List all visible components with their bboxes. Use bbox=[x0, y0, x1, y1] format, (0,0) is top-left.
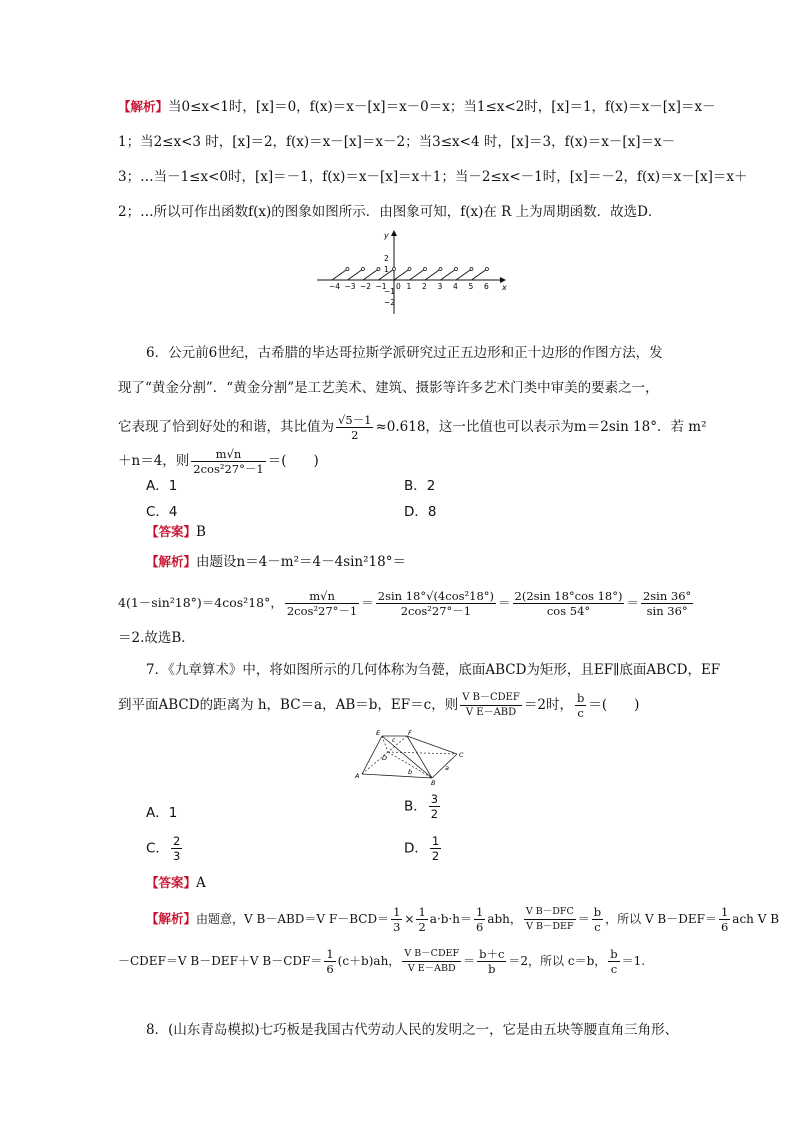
text: a·b·h＝ bbox=[429, 912, 472, 926]
label-a: a bbox=[445, 764, 449, 772]
q6-analysis-line-1 bbox=[146, 552, 406, 572]
sawtooth-segment bbox=[425, 269, 441, 280]
numerator: 1 bbox=[326, 947, 334, 961]
fraction bbox=[592, 905, 603, 934]
denominator: 2 bbox=[431, 849, 440, 863]
open-endpoint bbox=[424, 268, 427, 271]
q6-stem-line-2: 现了“黄金分割”．“黄金分割”是工艺美术、建筑、摄影等许多艺术门类中审美的要素之一， bbox=[118, 380, 659, 396]
text: ach V B bbox=[732, 912, 780, 926]
sawtooth-segment bbox=[348, 269, 364, 280]
text: ≈0.618，这一比值也可以表示为m＝2sin 18°．若 m² bbox=[375, 419, 707, 435]
denominator: 2 bbox=[430, 807, 439, 821]
y-tick-label: −2 bbox=[384, 298, 396, 307]
x-tick-label: 4 bbox=[453, 282, 458, 291]
option-label: C． bbox=[146, 840, 169, 857]
volume-ratio-fraction bbox=[460, 691, 522, 720]
q6-stem-line-3 bbox=[118, 410, 706, 444]
x-tick-label: −3 bbox=[344, 282, 356, 291]
denominator: 2 bbox=[351, 428, 359, 442]
open-endpoint bbox=[455, 268, 458, 271]
open-endpoint bbox=[393, 268, 396, 271]
open-endpoint bbox=[486, 268, 489, 271]
text: ＝( ) bbox=[267, 453, 319, 469]
edge-FD bbox=[388, 736, 407, 752]
numerator: 1 bbox=[393, 905, 401, 919]
fraction bbox=[391, 905, 402, 934]
text: 由题设n＝4－m²＝4－4sin²18°＝ bbox=[196, 554, 406, 570]
y-tick-label: 2 bbox=[384, 254, 389, 263]
x-tick-label: 1 bbox=[406, 282, 412, 291]
q5-analysis-line-3: 3；…当－1≤x<0时，[x]＝－1，f(x)＝x－[x]＝x＋1；当－2≤x<－1时，[x]＝－2，f(x)＝x－[x]＝x＋ bbox=[118, 169, 748, 185]
sawtooth-segment bbox=[394, 269, 410, 280]
denominator: V E－ABD bbox=[465, 707, 517, 718]
text: 4(1－sin²18°)＝4cos²18°， bbox=[118, 595, 283, 610]
denominator: V B－DEF bbox=[526, 921, 574, 932]
fraction bbox=[641, 589, 693, 618]
y-axis-label: y bbox=[384, 231, 389, 240]
numerator: V B－DFC bbox=[524, 905, 576, 920]
x-tick-label: 6 bbox=[484, 282, 489, 291]
text: ＝2时， bbox=[523, 697, 573, 713]
x-tick-label: 5 bbox=[468, 282, 474, 291]
x-tick-label: −2 bbox=[360, 282, 372, 291]
text: 到平面ABCD的距离为 h，BC＝a，AB＝b，EF＝c，则 bbox=[118, 697, 459, 713]
numerator: V B－CDEF bbox=[460, 691, 522, 706]
denominator: b bbox=[488, 962, 496, 976]
q8-stem-line-1: 8．(山东青岛模拟)七巧板是我国古代劳动人民的发明之一，它是由五块等腰直角三角形、 bbox=[146, 1022, 679, 1038]
numerator: b bbox=[576, 691, 585, 705]
text: × bbox=[404, 912, 415, 926]
fraction bbox=[416, 905, 427, 934]
x-tick-label: −1 bbox=[375, 282, 387, 291]
option-label: D． bbox=[404, 840, 428, 857]
numerator: b＋c bbox=[479, 947, 505, 961]
text: ，所以 V B－DEF＝ bbox=[605, 912, 717, 926]
x-axis-label: x bbox=[502, 283, 507, 292]
denominator: 6 bbox=[476, 920, 484, 934]
text: ＋n＝4，则 bbox=[118, 453, 190, 469]
numerator: 1 bbox=[476, 905, 484, 919]
analysis-tag: 【解析】 bbox=[118, 99, 169, 114]
q6-option-c[interactable]: C．4 bbox=[146, 504, 178, 520]
denominator: 2 bbox=[418, 920, 426, 934]
numerator: m√n bbox=[285, 589, 359, 604]
b-over-c-fraction bbox=[575, 691, 586, 720]
numerator: √5－1 bbox=[338, 413, 372, 427]
open-endpoint bbox=[346, 268, 349, 271]
denominator: c bbox=[577, 706, 584, 720]
fraction bbox=[376, 589, 496, 618]
sawtooth-segment bbox=[410, 269, 426, 280]
option-label: B． bbox=[404, 798, 427, 815]
text: ＝ bbox=[463, 954, 476, 968]
q7-option-b[interactable] bbox=[404, 792, 442, 821]
fraction bbox=[474, 905, 485, 934]
denominator: 2cos²27°－1 bbox=[400, 604, 472, 618]
numerator: 3 bbox=[430, 792, 439, 806]
sawtooth-segment bbox=[363, 269, 379, 280]
fraction bbox=[285, 589, 359, 618]
q5-analysis-line-2: 1；当2≤x<3 时，[x]＝2，f(x)＝x－[x]＝x－2；当3≤x<4 时，[x]＝3，f(x)＝x－[x]＝x－ bbox=[118, 134, 676, 150]
open-endpoint bbox=[470, 268, 473, 271]
q7-analysis-line-2 bbox=[118, 944, 645, 978]
fraction bbox=[429, 792, 440, 821]
fraction bbox=[608, 947, 619, 976]
expression-fraction bbox=[191, 447, 265, 476]
q6-stem-line-1: 6．公元前6世纪，古希腊的毕达哥拉斯学派研究过正五边形和正十边形的作图方法，发 bbox=[146, 345, 663, 361]
edge-AE bbox=[362, 736, 382, 774]
sawtooth-segment bbox=[472, 269, 488, 280]
text: 当0≤x<1时，[x]＝0，f(x)＝x－[x]＝x－0＝x；当1≤x<2时，[x]＝1，f(x)＝x－[x]＝x－ bbox=[168, 99, 716, 115]
q7-stem-line-2 bbox=[118, 688, 639, 722]
numerator: 1 bbox=[418, 905, 426, 919]
denominator: 3 bbox=[172, 849, 181, 863]
q6-analysis-line-2: 4(1－sin²18°)＝4cos²18°， $\frac{m√n}{\text{2cos²27°－1}}$ ＝ $\frac{\text{2sin 18°√(4cos²18°)}}{\text{2cos²27°－1}}$ ＝ $\frac{2(2\sin 18^\circ\cos 18^\circ)}{\cos 54^\circ}$ ＝ $\frac{2\sin 36^\circ}{\sin 36^\circ}$ bbox=[118, 589, 692, 618]
q6-analysis-line-3: ＝2.故选B． bbox=[118, 630, 195, 646]
vertex-B: B bbox=[431, 779, 436, 786]
q6-option-d[interactable]: D．8 bbox=[404, 504, 437, 520]
open-endpoint bbox=[439, 268, 442, 271]
numerator: b bbox=[593, 905, 602, 919]
text: 由题意，V B－ABD＝V F－BCD＝ bbox=[196, 912, 390, 926]
denominator: 2cos²27°－1 bbox=[193, 462, 264, 476]
x-tick-labels bbox=[329, 282, 489, 291]
analysis-tag: 【解析】 bbox=[146, 554, 197, 569]
q7-stem-line-1: 7．《九章算术》中，将如图所示的几何体称为刍甍，底面ABCD为矩形，且EF∥底面ABCD，EF bbox=[146, 662, 721, 678]
denominator: c bbox=[610, 962, 618, 976]
edge-DC bbox=[388, 752, 457, 754]
denominator: 3 bbox=[393, 920, 401, 934]
text: ＝1. bbox=[621, 954, 646, 968]
q6-option-a[interactable]: A．1 bbox=[146, 478, 178, 494]
open-endpoint bbox=[408, 268, 411, 271]
numerator: b bbox=[610, 947, 618, 961]
q7-answer bbox=[146, 873, 206, 893]
numerator: 2 bbox=[172, 834, 181, 848]
text: －CDEF＝V B－DEF＋V B－CDF＝ bbox=[118, 954, 323, 968]
numerator: m√n bbox=[191, 447, 265, 462]
answer-value: B bbox=[196, 524, 206, 540]
text: ＝2，所以 c＝b， bbox=[508, 954, 607, 968]
vertex-F: F bbox=[408, 729, 412, 737]
fraction bbox=[402, 947, 461, 976]
x-tick-label: 2 bbox=[422, 282, 427, 291]
text: ＝ bbox=[577, 912, 590, 926]
sawtooth-segment bbox=[456, 269, 472, 280]
denominator: 6 bbox=[326, 962, 334, 976]
answer-tag: 【答案】 bbox=[146, 524, 197, 539]
label-b: b bbox=[408, 768, 413, 776]
denominator: V E－ABD bbox=[407, 963, 456, 974]
q7-analysis-line-1 bbox=[146, 902, 779, 936]
vertex-E: E bbox=[376, 729, 381, 737]
answer-value: A bbox=[196, 875, 206, 891]
solid-figure bbox=[352, 728, 468, 786]
text: abh， bbox=[487, 912, 522, 926]
open-endpoint bbox=[377, 268, 380, 271]
vertex-D: D bbox=[382, 754, 388, 762]
y-tick-label: −1 bbox=[384, 287, 396, 296]
vertex-C: C bbox=[459, 751, 464, 759]
x-tick-label: 3 bbox=[437, 282, 443, 291]
label-c: c bbox=[392, 737, 396, 744]
numerator: V B－CDEF bbox=[402, 947, 461, 962]
fraction bbox=[477, 947, 506, 976]
q5-analysis-line-1 bbox=[118, 97, 716, 117]
numerator: 1 bbox=[720, 905, 729, 919]
q7-option-a[interactable]: A．1 bbox=[146, 805, 178, 821]
denominator: 6 bbox=[720, 920, 729, 934]
q6-stem-line-4 bbox=[118, 444, 319, 478]
fraction bbox=[524, 905, 576, 934]
analysis-tag: 【解析】 bbox=[146, 911, 197, 926]
numerator: 2(2sin 18°cos 18°) bbox=[514, 589, 623, 603]
q7-option-c[interactable] bbox=[146, 834, 184, 863]
fraction bbox=[171, 834, 182, 863]
vertex-A: A bbox=[355, 772, 360, 780]
open-endpoint bbox=[362, 268, 365, 271]
numerator: 2sin 36° bbox=[642, 589, 692, 603]
q5-analysis-line-4: 2；…所以可作出函数f(x)的图象如图所示．由图象可知，f(x)在 R 上为周期函数．故选D． bbox=[118, 204, 662, 220]
q6-answer bbox=[146, 522, 206, 542]
denominator: c bbox=[594, 920, 601, 934]
fraction bbox=[324, 947, 335, 976]
sawtooth-segment bbox=[332, 269, 348, 280]
denominator: sin 36° bbox=[646, 604, 688, 618]
answer-tag: 【答案】 bbox=[146, 875, 197, 890]
edge-FC bbox=[407, 736, 457, 754]
fraction bbox=[719, 905, 730, 934]
fraction bbox=[513, 589, 625, 618]
denominator: cos 54° bbox=[546, 604, 591, 618]
origin-label: 0 bbox=[396, 282, 401, 291]
fraction bbox=[430, 834, 441, 863]
q7-option-d[interactable] bbox=[404, 834, 443, 863]
text: 它表现了恰到好处的和谐，其比值为 bbox=[118, 419, 334, 435]
golden-ratio-fraction bbox=[336, 413, 373, 442]
q6-option-b[interactable]: B．2 bbox=[404, 478, 436, 494]
text: ＝( ) bbox=[588, 697, 640, 713]
sawtooth-segments bbox=[332, 268, 489, 281]
x-tick-label: −4 bbox=[329, 282, 341, 291]
edge-AB bbox=[362, 774, 432, 778]
numerator: 1 bbox=[431, 834, 440, 848]
sawtooth-graph bbox=[312, 226, 512, 318]
y-tick-label: 1 bbox=[384, 265, 389, 274]
numerator: 2sin 18°√(4cos²18°) bbox=[377, 589, 494, 603]
text: (c＋b)ah， bbox=[337, 954, 401, 968]
sawtooth-segment bbox=[441, 269, 457, 280]
denominator: 2cos²27°－1 bbox=[286, 604, 358, 618]
